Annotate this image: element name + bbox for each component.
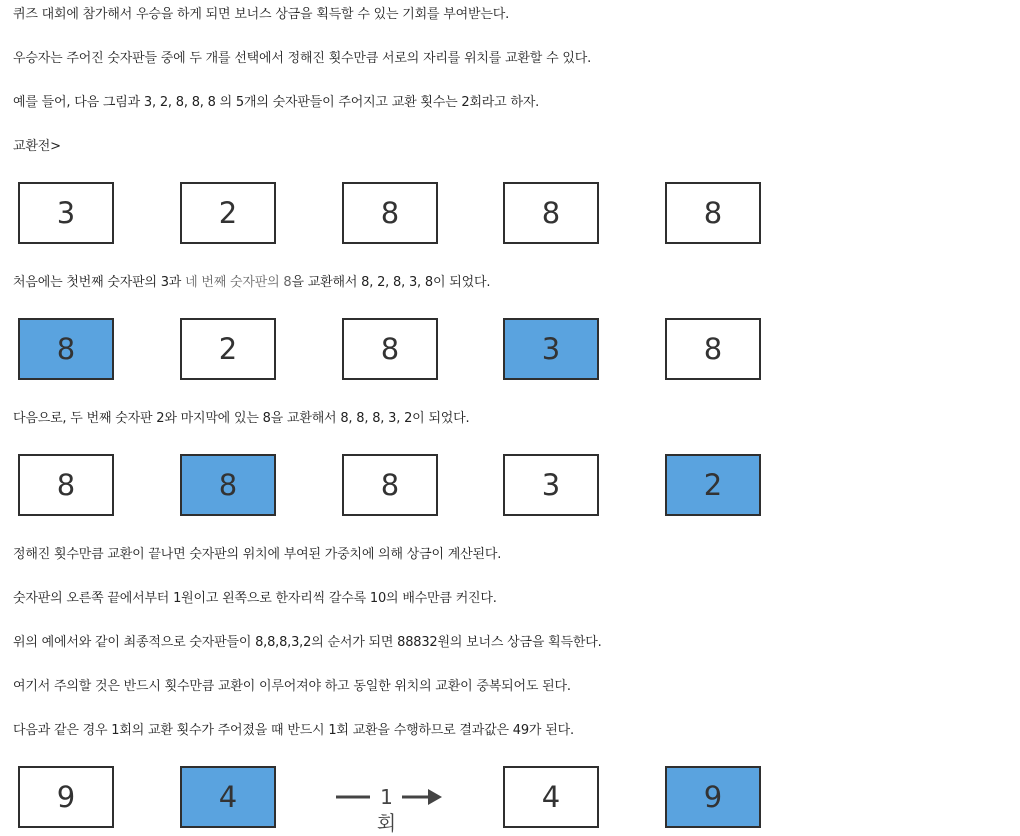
para-first-swap (13, 274, 490, 292)
number-card: 2 (180, 318, 276, 380)
para-rules: 우승자는 주어진 숫자판들 중에 두 개를 선택에서 정해진 횟수만큼 서로의 자리를 위치를 교환할 수 있다. (13, 51, 592, 66)
number-card-highlighted: 8 (18, 318, 114, 380)
card-row-swap1 (18, 318, 778, 380)
number-card: 8 (18, 454, 114, 516)
para-weights: 숫자판의 오른쪽 끝에서부터 1원이고 왼쪽으로 한자리씩 갈수록 10의 배수만큼 커진다. (13, 591, 497, 606)
number-card: 3 (503, 454, 599, 516)
first-swap-text-b: 네 번째 숫자판의 8 (185, 275, 292, 290)
number-card: 4 (503, 766, 599, 828)
para-example: 예를 들어, 다음 그림과 3, 2, 8, 8, 8 의 5개의 숫자판들이 주어지고 교환 횟수는 2회라고 하자. (13, 95, 540, 110)
para-before-label: 교환전> (13, 139, 61, 154)
number-card: 9 (18, 766, 114, 828)
number-card: 8 (665, 318, 761, 380)
number-card: 8 (342, 454, 438, 516)
number-card: 8 (503, 182, 599, 244)
number-card: 3 (18, 182, 114, 244)
first-swap-text-c: 을 교환해서 8, 2, 8, 3, 8이 되었다. (291, 275, 491, 290)
number-card: 8 (342, 182, 438, 244)
number-card-highlighted: 8 (180, 454, 276, 516)
first-swap-text-a: 처음에는 첫번째 숫자판의 3과 (13, 275, 186, 290)
number-card-highlighted: 4 (180, 766, 276, 828)
card-row-before (18, 182, 778, 244)
para-note: 여기서 주의할 것은 반드시 횟수만큼 교환이 이루어져야 하고 동일한 위치의 교환이 중복되어도 된다. (13, 679, 571, 694)
number-card-highlighted: 3 (503, 318, 599, 380)
para-result: 위의 예에서와 같이 최종적으로 숫자판들이 8,8,8,3,2의 순서가 되면 88832원의 보너스 상금을 획득한다. (13, 635, 602, 650)
para-intro: 퀴즈 대회에 참가해서 우승을 하게 되면 보너스 상금을 획득할 수 있는 기회를 부여받는다. (13, 7, 510, 22)
para-case: 다음과 같은 경우 1회의 교환 횟수가 주어졌을 때 반드시 1회 교환을 수행하므로 결과값은 49가 된다. (13, 723, 574, 738)
number-card: 2 (180, 182, 276, 244)
swap-count-label: 1회 (376, 785, 396, 835)
para-prize-calc: 정해진 횟수만큼 교환이 끝나면 숫자판의 위치에 부여된 가중치에 의해 상금이 계산된다. (13, 547, 502, 562)
number-card: 8 (665, 182, 761, 244)
card-row-swap2 (18, 454, 778, 516)
number-card-highlighted: 2 (665, 454, 761, 516)
number-card-highlighted: 9 (665, 766, 761, 828)
number-card: 8 (342, 318, 438, 380)
para-second-swap: 다음으로, 두 번째 숫자판 2와 마지막에 있는 8을 교환해서 8, 8, 8, 3, 2이 되었다. (13, 411, 470, 426)
swap-arrow (334, 784, 444, 835)
card-row-example (18, 766, 778, 835)
